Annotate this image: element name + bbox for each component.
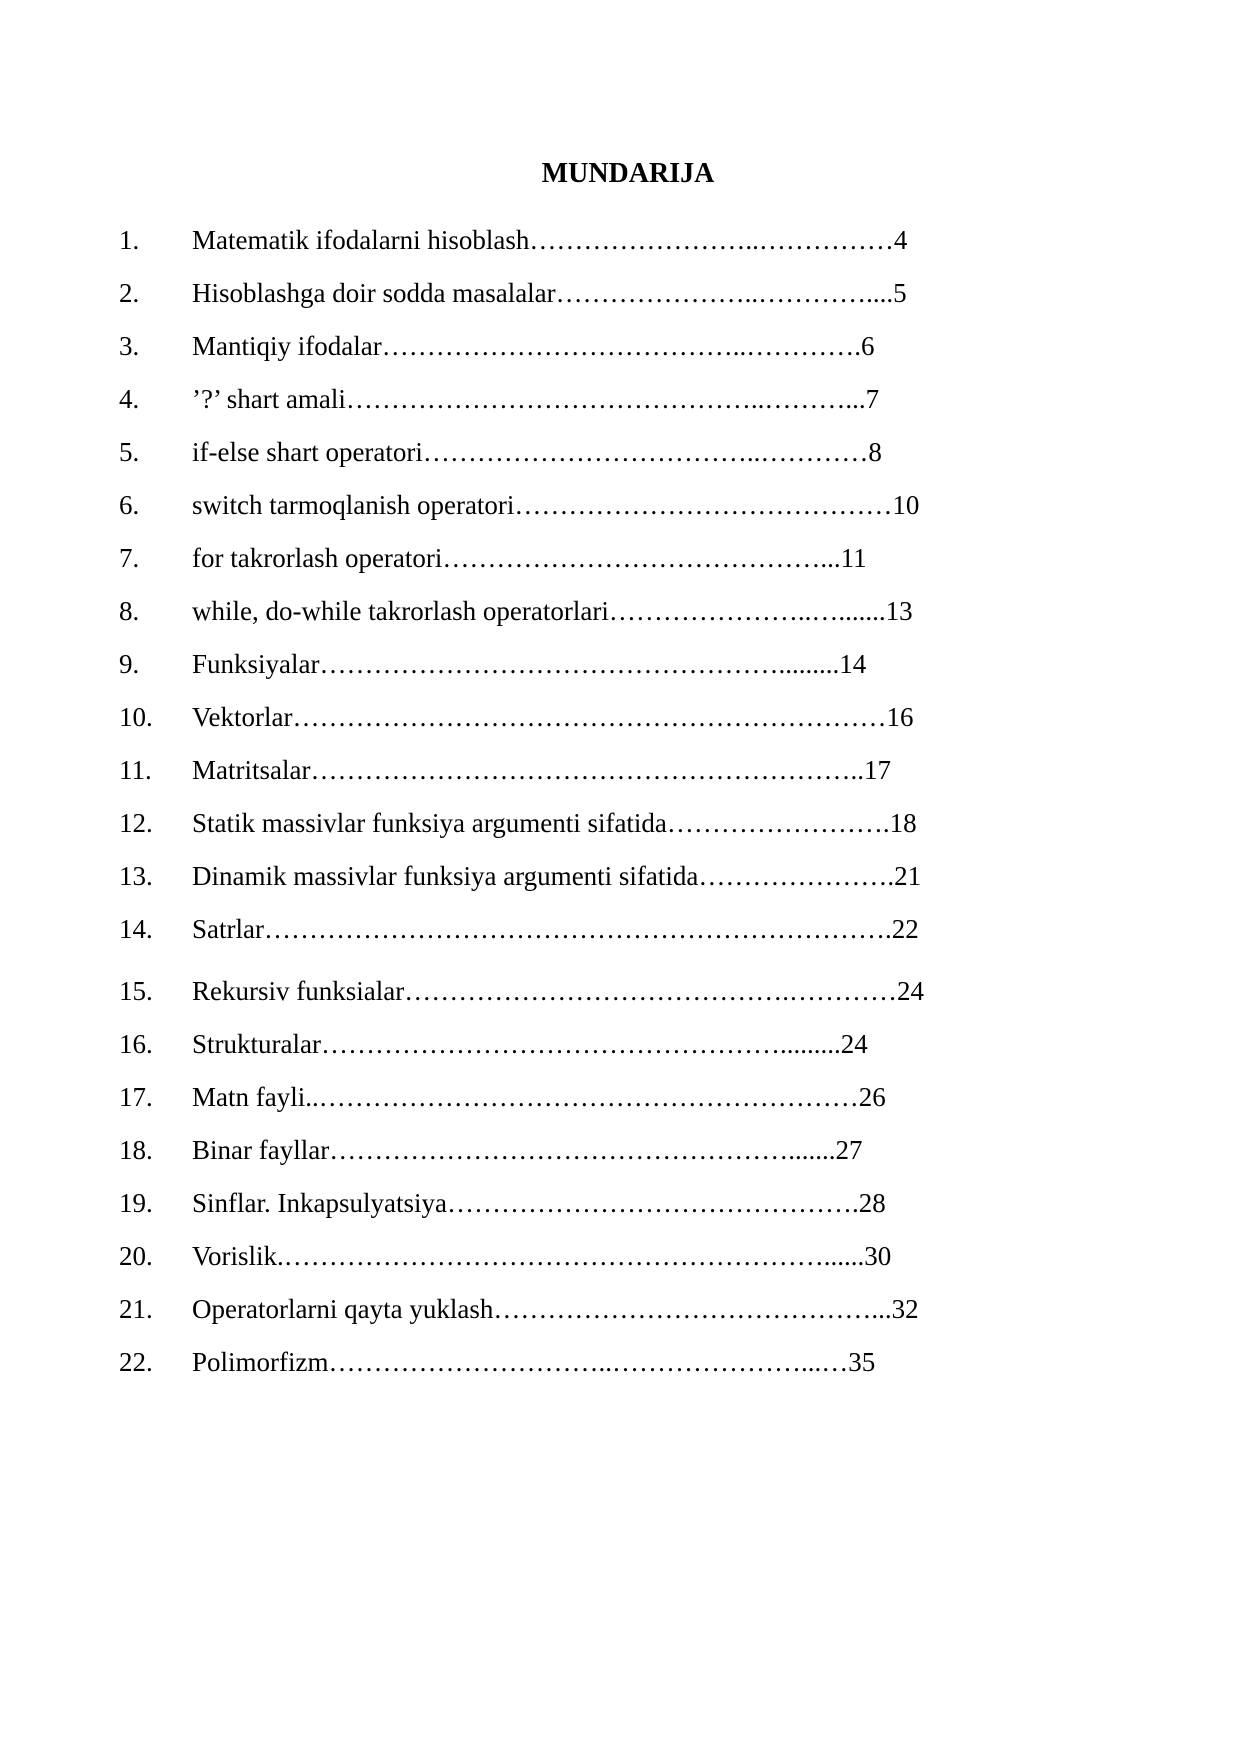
entry-title: Vorislik. [192,1241,284,1271]
toc-entry [119,328,874,364]
dot-leader: ………………………………..………… [422,437,869,467]
toc-entry [119,381,879,417]
dot-leader: ……………………………………………....... [329,1135,836,1165]
dot-leader: ……………………………………... [493,1294,892,1324]
toc-entry [119,1079,886,1115]
page-number: 22 [891,914,919,944]
entry-number: 10. [119,702,153,732]
toc-entry [119,805,917,841]
entry-title: Matematik ifodalarni hisoblash [192,225,530,255]
dot-leader: ……………………………………... [442,543,841,573]
toc-entry [119,487,919,523]
entry-number: 2. [119,278,140,308]
entry-number: 6. [119,490,140,520]
page-number: 24 [840,1029,868,1059]
dot-leader: ……………………………………………………...... [283,1241,865,1271]
entry-number: 22. [119,1347,153,1377]
entry-number: 21. [119,1294,153,1324]
dot-leader: ………………………………………………………… [292,702,887,732]
page-number: 30 [864,1241,892,1271]
toc-entry [119,1026,868,1062]
dot-leader: ……………………………………………......... [320,1029,841,1059]
dot-leader: ..…………………………………………………… [305,1082,859,1112]
dot-leader: ………………………………………. [446,1188,859,1218]
page-number: 32 [891,1294,919,1324]
entry-title: Rekursiv funksialar [192,976,405,1006]
toc-entry [119,858,921,894]
entry-number: 20. [119,1241,153,1271]
page-number: 26 [858,1082,886,1112]
entry-title: while, do-while takrorlash operatorlari [192,596,609,626]
page-number: 27 [835,1135,863,1165]
toc-entry [119,434,882,470]
entry-title: Statik massivlar funksiya argumenti sifatida [192,808,667,838]
entry-title: ’?’ shart amali [192,384,346,414]
entry-title: Vektorlar [192,702,293,732]
dot-leader: ………………………………………..………... [345,384,866,414]
toc-entry [119,973,924,1009]
entry-number: 1. [119,225,140,255]
toc-entry [119,646,866,682]
page-number: 18 [889,808,917,838]
page-number: 11 [840,543,867,573]
toc-entry [119,1291,919,1327]
entry-number: 18. [119,1135,153,1165]
page-number: 8 [868,437,882,467]
entry-title: Satrlar [192,914,264,944]
page-number: 7 [865,384,880,414]
page-number: 4 [893,225,908,255]
page-number: 35 [848,1347,876,1377]
entry-number: 11. [119,755,152,785]
entry-number: 13. [119,861,153,891]
dot-leader: …………………………..…………………...… [328,1347,849,1377]
toc-entry [119,275,907,311]
page-title: MUNDARIJA [541,158,715,189]
page-number: 24 [896,976,924,1006]
entry-number: 17. [119,1082,153,1112]
toc-entry [119,540,867,576]
entry-number: 12. [119,808,153,838]
page-number: 14 [839,649,867,679]
entry-title: Sinflar. Inkapsulyatsiya [192,1188,447,1218]
entry-title: Hisoblashga doir sodda masalalar [192,278,556,308]
entry-title: for takrorlash operatori [192,543,443,573]
entry-number: 19. [119,1188,153,1218]
entry-title: Strukturalar [192,1029,321,1059]
entry-title: Mantiqiy ifodalar [192,331,382,361]
dot-leader: …………………………………..…………. [381,331,861,361]
page-number: 10 [892,490,920,520]
toc-entry [119,1132,862,1168]
entry-title: if-else shart operatori [192,437,423,467]
toc-entry [119,222,907,258]
toc-entry [119,911,919,947]
entry-title: switch tarmoqlanish operatori [192,490,515,520]
entry-title: Funksiyalar [192,649,320,679]
toc-entry [119,1238,891,1274]
dot-leader: ……………………. [666,808,890,838]
entry-title: Binar fayllar [192,1135,330,1165]
entry-number: 3. [119,331,140,361]
entry-title: Matritsalar [192,755,311,785]
entry-number: 9. [119,649,140,679]
toc-entry [119,752,891,788]
entry-number: 15. [119,976,153,1006]
toc-entry [119,699,913,735]
entry-number: 14. [119,914,153,944]
dot-leader: ……………………………………………………………. [263,914,892,944]
dot-leader: ……………………..…………… [529,225,894,255]
entry-number: 16. [119,1029,153,1059]
dot-leader: …………………………………………………….. [310,755,864,785]
dot-leader: …………………..…....... [608,596,886,626]
toc-entry [119,1185,886,1221]
toc-entry [119,1344,875,1380]
entry-number: 8. [119,596,140,626]
entry-title: Operatorlarni qayta yuklash [192,1294,494,1324]
entry-title: Polimorfizm [192,1347,329,1377]
dot-leader: …………………..………….... [555,278,894,308]
page-number: 28 [858,1188,886,1218]
entry-number: 7. [119,543,140,573]
entry-number: 4. [119,384,140,414]
dot-leader: …………………. [698,861,895,891]
toc-entry [119,593,913,629]
dot-leader: …………………………………… [514,490,893,520]
page-number: 13 [885,596,913,626]
page-number: 5 [893,278,907,308]
entry-title: Dinamik massivlar funksiya argumenti sifatida [192,861,699,891]
entry-title: Matn fayli [192,1082,306,1112]
page-number: 6 [860,331,875,361]
page-number: 21 [894,861,922,891]
page-number: 17 [863,755,891,785]
page-number: 16 [886,702,914,732]
dot-leader: ……………………………………………......... [319,649,840,679]
entry-number: 5. [119,437,140,467]
dot-leader: …………………………………….………… [404,976,897,1006]
